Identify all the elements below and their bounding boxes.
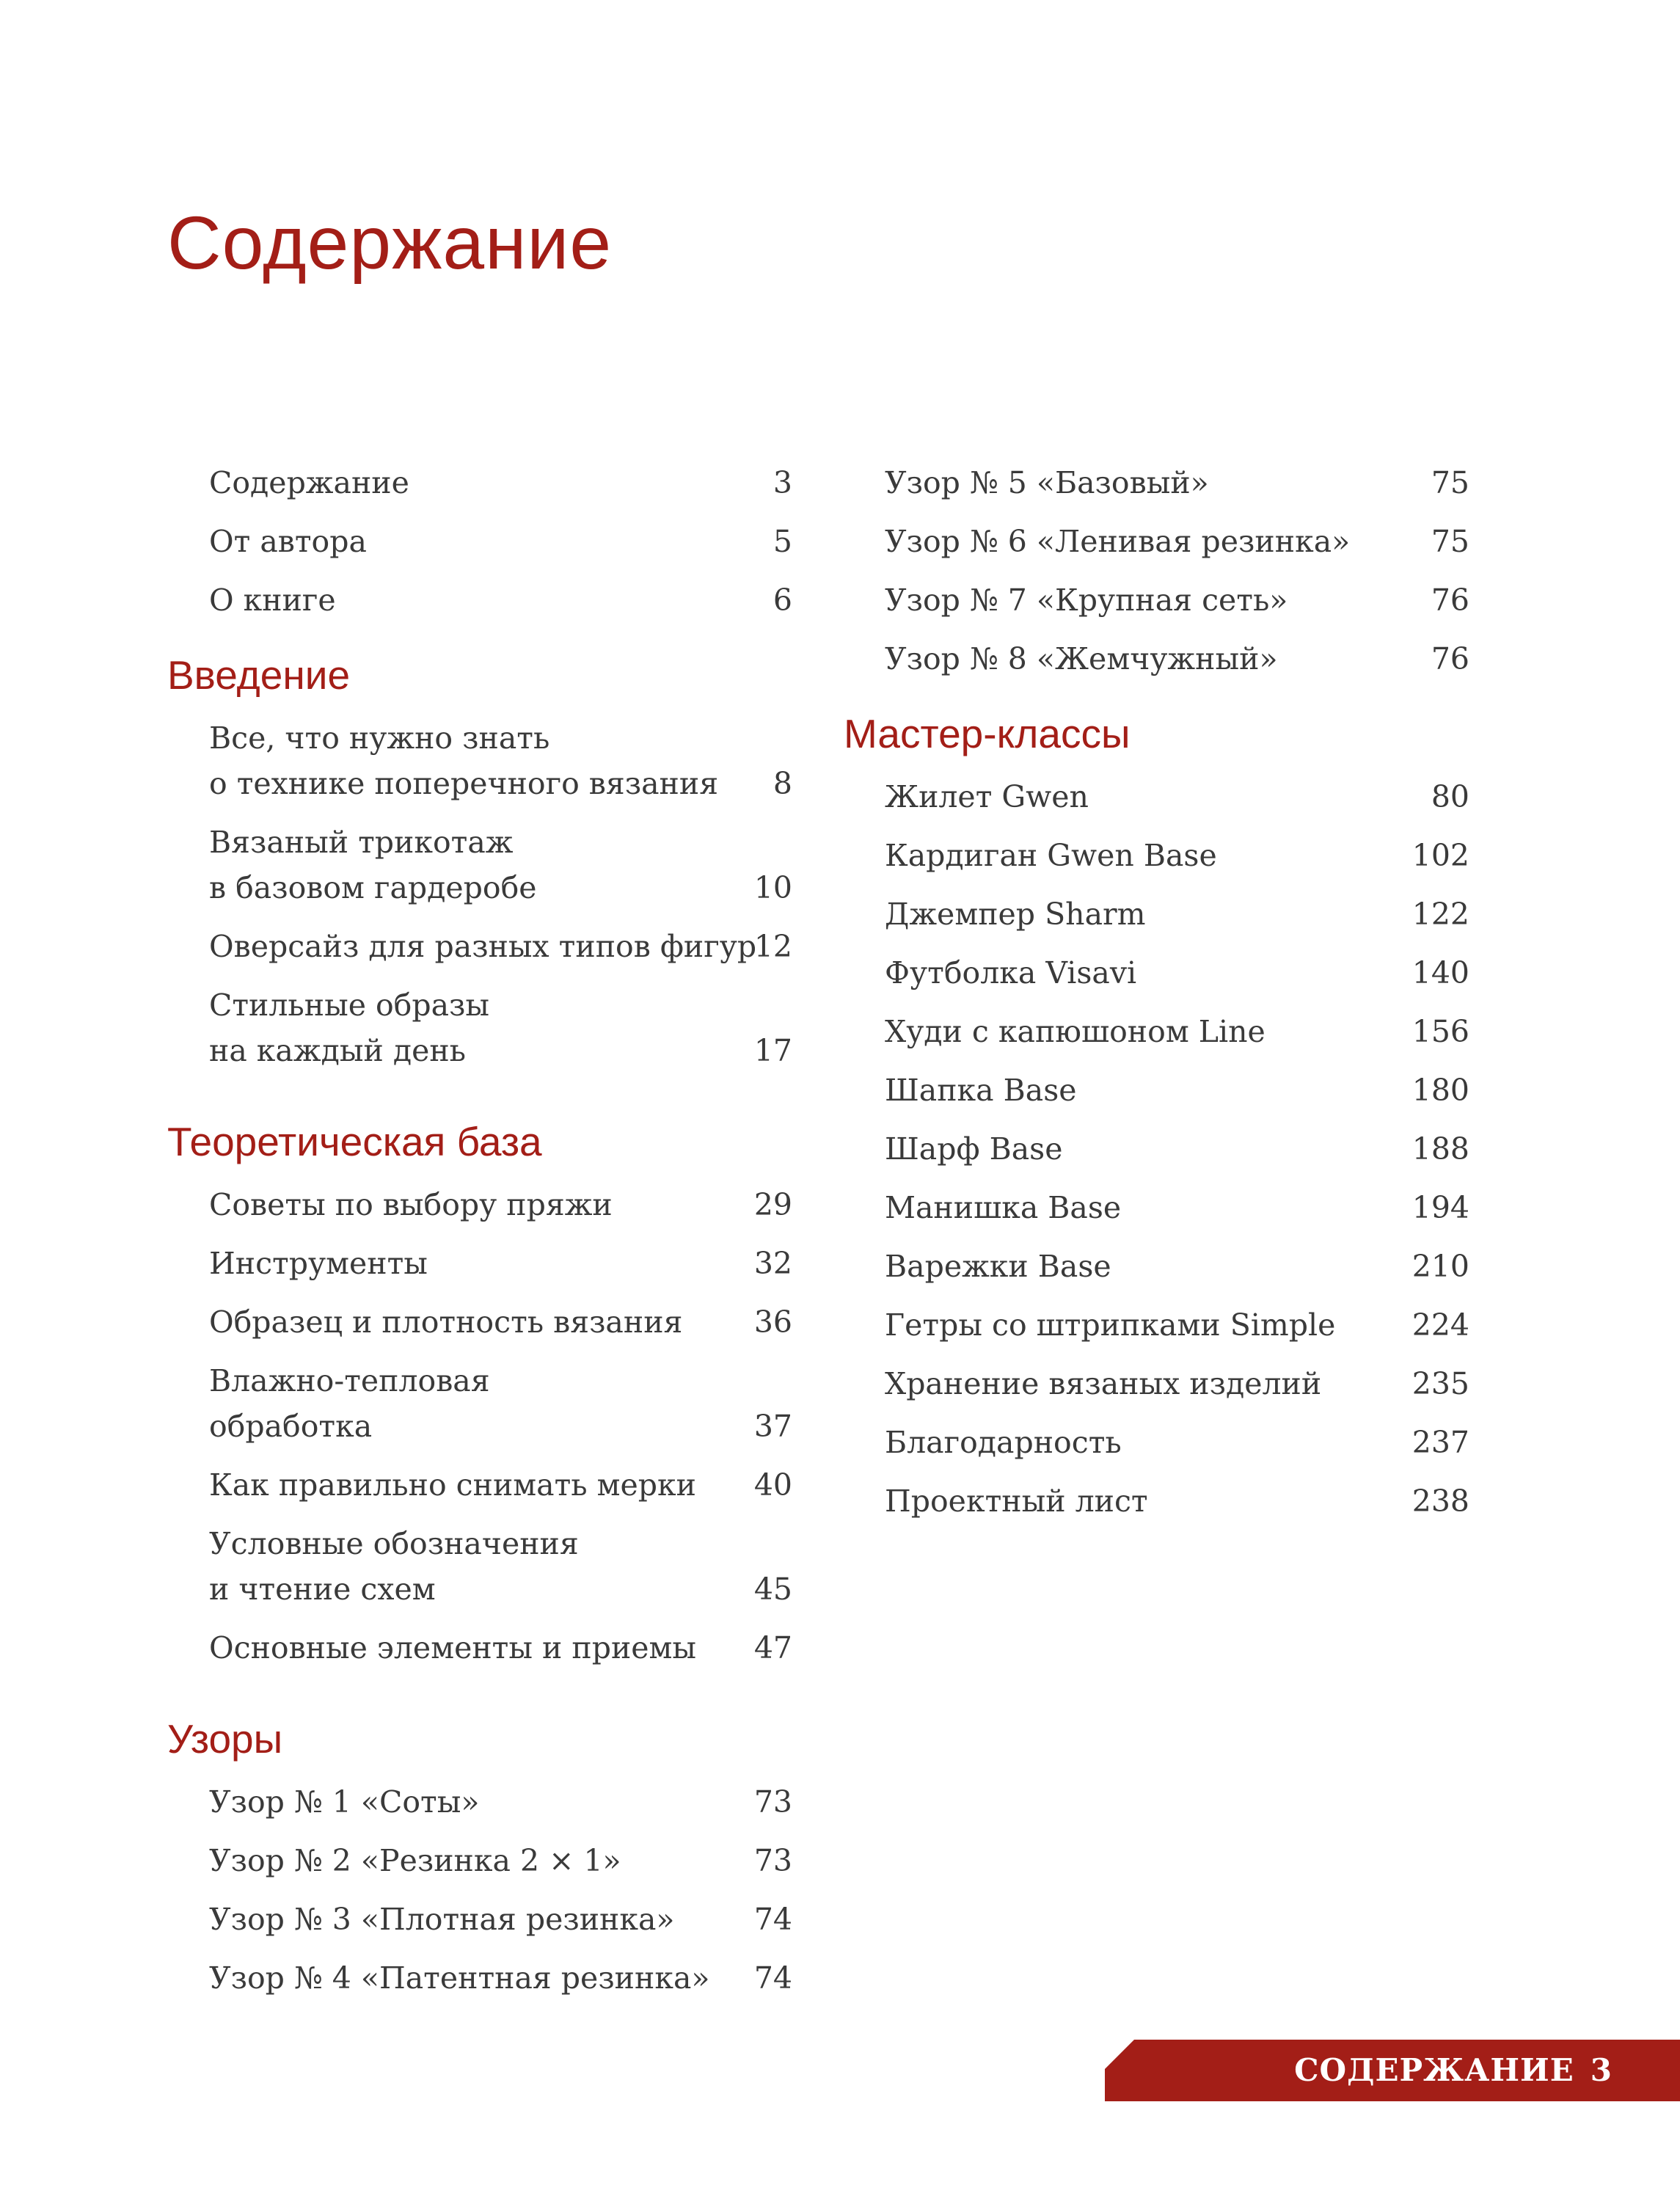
toc-entry-title-line: Проектный лист: [885, 1484, 1148, 1519]
toc-entry-title-line: Варежки Base: [885, 1249, 1111, 1284]
toc-entry-title: [885, 774, 1469, 820]
toc-entry-title: [885, 636, 1469, 682]
toc-entry[interactable]: [209, 1521, 792, 1612]
section-heading: Мастер-классы: [844, 711, 1131, 756]
toc-entry[interactable]: [209, 1462, 792, 1508]
toc-entry[interactable]: [209, 924, 792, 969]
toc-entry-title: [209, 1779, 792, 1825]
toc-entry-title-line: Оверсайз для разных типов фигур: [209, 929, 757, 964]
toc-entry[interactable]: [885, 577, 1469, 623]
toc-entry-title-line: Гетры со штрипками Simple: [885, 1307, 1336, 1343]
toc-entry-title-line: Все, что нужно знать: [209, 720, 550, 756]
toc-entry-page-number: 32: [753, 1246, 792, 1281]
toc-entry-page-number: 180: [1411, 1073, 1469, 1108]
toc-entry-title: [209, 1838, 792, 1883]
toc-entry-title: [885, 833, 1469, 878]
toc-entry[interactable]: [885, 1302, 1469, 1348]
toc-entry-page-number: 122: [1411, 897, 1469, 932]
toc-entry-page-number: 194: [1411, 1190, 1469, 1225]
toc-entry[interactable]: [209, 577, 792, 623]
toc-entry[interactable]: [209, 1358, 792, 1449]
toc-entry-page-number: 156: [1411, 1014, 1469, 1049]
toc-entry[interactable]: [885, 1244, 1469, 1289]
toc-entry[interactable]: [209, 1779, 792, 1825]
toc-entry[interactable]: [885, 519, 1469, 564]
toc-entry-title-line: Советы по выбору пряжи: [209, 1187, 613, 1222]
toc-entry[interactable]: [209, 820, 792, 911]
toc-entry-title-line: О книге: [209, 583, 336, 618]
toc-entry-title-line: Хранение вязаных изделий: [885, 1366, 1322, 1401]
toc-entry-page-number: 210: [1411, 1249, 1469, 1284]
toc-entry-page-number: 17: [753, 1033, 792, 1068]
toc-entry-page-number: 6: [773, 583, 792, 618]
toc-entry-title: [209, 1182, 792, 1227]
page-title: Содержание: [167, 201, 613, 285]
toc-entry-title-line: Содержание: [209, 465, 409, 500]
toc-entry[interactable]: [209, 982, 792, 1073]
toc-entry-title-line: Худи с капюшоном Line: [885, 1014, 1266, 1049]
toc-entry[interactable]: [885, 1185, 1469, 1230]
toc-entry-title-line: Футболка Visavi: [885, 955, 1137, 990]
toc-entry[interactable]: [885, 1478, 1469, 1524]
toc-entry-title: [209, 1955, 792, 2001]
toc-entry-page-number: 29: [753, 1187, 792, 1222]
toc-entry[interactable]: [209, 1625, 792, 1671]
toc-entry-title-line: От автора: [209, 524, 367, 559]
toc-entry-title-line: Узор № 1 «Соты»: [209, 1784, 480, 1820]
footer-section-tab: [1105, 2040, 1680, 2101]
toc-entry-page-number: 8: [773, 766, 792, 801]
toc-entry-title: [209, 924, 792, 969]
toc-entry-title-line: Стильные образы: [209, 988, 490, 1023]
toc-entry-title-line: Влажно-тепловая: [209, 1363, 490, 1398]
toc-entry-title-line: Джемпер Sharm: [885, 897, 1146, 932]
toc-entry-title: [209, 1897, 792, 1942]
toc-entry-title: [885, 1361, 1469, 1406]
toc-entry-title-line: о технике поперечного вязания: [209, 766, 719, 801]
toc-entry-title: [885, 1420, 1469, 1465]
toc-entry[interactable]: [885, 1068, 1469, 1113]
toc-entry-title: [885, 950, 1469, 996]
toc-entry-page-number: 37: [753, 1409, 792, 1444]
toc-entry-title: [209, 1241, 792, 1286]
toc-entry-title-line: Узор № 7 «Крупная сеть»: [885, 583, 1288, 618]
toc-entry-title-line: Узор № 3 «Плотная резинка»: [209, 1902, 675, 1937]
toc-entry-title: [209, 460, 792, 506]
toc-entry[interactable]: [885, 1420, 1469, 1465]
toc-entry-title: [885, 460, 1469, 506]
toc-entry-page-number: 12: [753, 929, 792, 964]
toc-entry-title-line: и чтение схем: [209, 1572, 436, 1607]
toc-entry-title: [209, 982, 792, 1073]
toc-entry-title: [209, 577, 792, 623]
toc-entry[interactable]: [209, 460, 792, 506]
toc-entry-title: [885, 891, 1469, 937]
toc-entry-title: [209, 820, 792, 911]
toc-entry-title-line: Условные обозначения: [209, 1526, 579, 1561]
toc-entry-title-line: Узор № 5 «Базовый»: [885, 465, 1209, 500]
toc-entry-title: [885, 1244, 1469, 1289]
toc-entry[interactable]: [885, 833, 1469, 878]
toc-entry[interactable]: [209, 519, 792, 564]
toc-entry-title: [209, 715, 792, 806]
toc-entry-page-number: 238: [1411, 1484, 1469, 1519]
toc-entry-page-number: 224: [1411, 1307, 1469, 1343]
toc-entry-title-line: Как правильно снимать мерки: [209, 1467, 697, 1503]
toc-entry-page-number: 237: [1411, 1425, 1469, 1460]
toc-entry-title: [885, 1185, 1469, 1230]
toc-entry-title-line: Манишка Base: [885, 1190, 1122, 1225]
section-heading: Теоретическая база: [167, 1119, 542, 1164]
toc-entry-page-number: 76: [1431, 583, 1469, 618]
toc-entry-title-line: Узор № 2 «Резинка 2 × 1»: [209, 1843, 621, 1878]
toc-entry[interactable]: [885, 891, 1469, 937]
toc-entry-page-number: 75: [1431, 465, 1469, 500]
toc-entry-title-line: Кардиган Gwen Base: [885, 838, 1217, 873]
toc-entry-title: [209, 1462, 792, 1508]
toc-entry-page-number: 188: [1411, 1131, 1469, 1167]
toc-entry-page-number: 102: [1411, 838, 1469, 873]
toc-entry-page-number: 76: [1431, 641, 1469, 676]
toc-entry-title-line: Узор № 8 «Жемчужный»: [885, 641, 1278, 676]
toc-entry[interactable]: [209, 1299, 792, 1345]
section-heading: Введение: [167, 652, 351, 698]
toc-entry-title-line: Шапка Base: [885, 1073, 1077, 1108]
toc-entry-page-number: 140: [1411, 955, 1469, 990]
toc-entry-page-number: 74: [753, 1960, 792, 1996]
toc-entry-title-line: Благодарность: [885, 1425, 1122, 1460]
toc-entry[interactable]: [209, 1241, 792, 1286]
toc-entry-title-line: Узор № 6 «Ленивая резинка»: [885, 524, 1351, 559]
toc-entry-page-number: 235: [1411, 1366, 1469, 1401]
toc-entry[interactable]: [885, 950, 1469, 996]
toc-entry-title-line: на каждый день: [209, 1033, 466, 1068]
toc-entry-title: [209, 1299, 792, 1345]
toc-entry-title: [885, 1009, 1469, 1054]
section-heading: Узоры: [167, 1716, 283, 1762]
toc-entry-page-number: 5: [773, 524, 792, 559]
toc-entry[interactable]: [885, 1009, 1469, 1054]
toc-entry-page-number: 3: [773, 465, 792, 500]
toc-entry-title: [885, 1068, 1469, 1113]
toc-entry-page-number: 45: [753, 1572, 792, 1607]
footer-running-head: [1294, 2040, 1613, 2101]
toc-entry[interactable]: [885, 1126, 1469, 1172]
toc-entry-title-line: обработка: [209, 1409, 373, 1444]
toc-entry-page-number: 47: [753, 1630, 792, 1665]
toc-entry[interactable]: [885, 636, 1469, 682]
toc-entry-title-line: Основные элементы и приемы: [209, 1630, 697, 1665]
toc-entry[interactable]: [885, 774, 1469, 820]
toc-entry-title: [209, 1521, 792, 1612]
toc-entry-title: [885, 1478, 1469, 1524]
toc-entry-title-line: Инструменты: [209, 1246, 428, 1281]
toc-entry-title-line: Вязаный трикотаж: [209, 825, 514, 860]
toc-entry-page-number: 80: [1431, 779, 1469, 814]
toc-entry-page-number: 40: [753, 1467, 792, 1503]
toc-entry-page-number: 10: [753, 870, 792, 905]
toc-entry-title-line: Образец и плотность вязания: [209, 1304, 683, 1340]
toc-entry-title: [209, 1625, 792, 1671]
toc-entry-page-number: 73: [753, 1784, 792, 1820]
toc-entry-page-number: 73: [753, 1843, 792, 1878]
toc-entry-page-number: 75: [1431, 524, 1469, 559]
toc-entry[interactable]: [209, 1182, 792, 1227]
toc-entry[interactable]: [209, 715, 792, 806]
toc-entry[interactable]: [885, 460, 1469, 506]
toc-entry-title: [209, 519, 792, 564]
toc-entry-title: [209, 1358, 792, 1449]
toc-entry[interactable]: [885, 1361, 1469, 1406]
toc-entry-title: [885, 577, 1469, 623]
toc-entry-title: [885, 519, 1469, 564]
toc-entry-title: [885, 1126, 1469, 1172]
toc-entry[interactable]: [209, 1897, 792, 1942]
toc-entry-title-line: Узор № 4 «Патентная резинка»: [209, 1960, 710, 1996]
toc-entry-title-line: Жилет Gwen: [885, 779, 1089, 814]
toc-entry-title: [885, 1302, 1469, 1348]
footer-page-number: 3: [1590, 2052, 1613, 2088]
toc-entry-page-number: 74: [753, 1902, 792, 1937]
toc-entry[interactable]: [209, 1838, 792, 1883]
toc-entry-page-number: 36: [753, 1304, 792, 1340]
toc-entry-title-line: Шарф Base: [885, 1131, 1063, 1167]
toc-entry[interactable]: [209, 1955, 792, 2001]
footer-label: СОДЕРЖАНИЕ: [1294, 2052, 1574, 2088]
toc-entry-title-line: в базовом гардеробе: [209, 870, 537, 905]
